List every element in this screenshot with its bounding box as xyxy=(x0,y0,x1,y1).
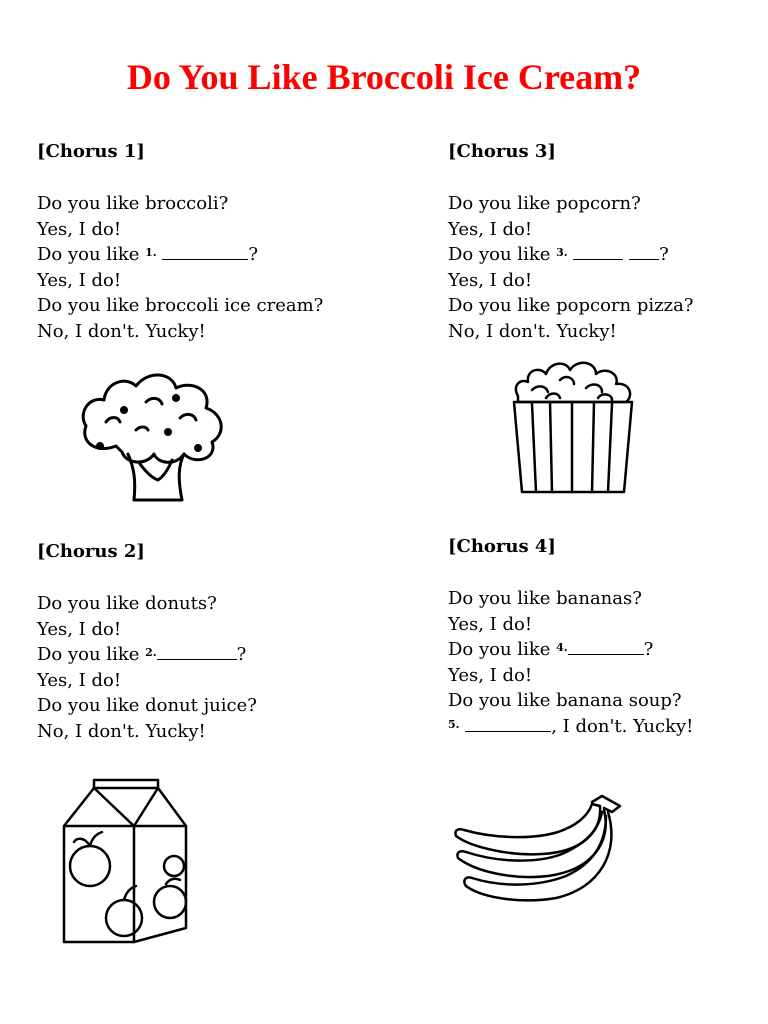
chorus-1-line-3 xyxy=(37,242,367,268)
chorus-2-line-5: Do you like donut juice? xyxy=(37,695,257,716)
chorus-2-line-2: Yes, I do! xyxy=(37,618,122,640)
chorus-2-line-4: Yes, I do! xyxy=(37,669,122,691)
chorus-3 xyxy=(448,139,768,344)
chorus-2-heading: [Chorus 2] xyxy=(37,541,145,562)
answer-blank-2[interactable] xyxy=(157,642,237,660)
chorus-3-line-3-end: ? xyxy=(659,244,669,265)
chorus-1 xyxy=(37,139,367,344)
answer-blank-3b[interactable] xyxy=(629,242,659,260)
chorus-1-line-1: Do you like broccoli? xyxy=(37,193,229,214)
answer-blank-3a[interactable] xyxy=(573,242,623,260)
chorus-2-line-3 xyxy=(37,642,367,668)
juice-carton-icon xyxy=(60,778,192,948)
chorus-4-line-4: Yes, I do! xyxy=(448,664,533,686)
chorus-1-line-2: Yes, I do! xyxy=(37,218,122,240)
answer-blank-4[interactable] xyxy=(568,637,644,655)
chorus-4-line-5: Do you like banana soup? xyxy=(448,690,682,711)
chorus-3-line-3-text: Do you like xyxy=(448,244,557,265)
chorus-4-line-2: Yes, I do! xyxy=(448,613,533,635)
chorus-4-heading: [Chorus 4] xyxy=(448,536,556,557)
chorus-3-line-1: Do you like popcorn? xyxy=(448,193,641,214)
blank-number-1: 1. xyxy=(145,246,157,259)
chorus-4 xyxy=(448,534,768,739)
chorus-1-line-3-text: Do you like xyxy=(37,244,146,265)
chorus-4-line-3-end: ? xyxy=(643,639,654,660)
chorus-2 xyxy=(37,539,367,744)
chorus-1-line-5: Do you like broccoli ice cream? xyxy=(37,295,324,316)
chorus-4-line-6 xyxy=(448,714,768,740)
chorus-3-line-2: Yes, I do! xyxy=(448,218,533,240)
chorus-3-line-6: No, I don't. Yucky! xyxy=(448,320,617,342)
chorus-2-line-1: Do you like donuts? xyxy=(37,593,217,614)
chorus-2-line-6: No, I don't. Yucky! xyxy=(37,720,206,742)
chorus-4-line-6-end: , I don't. Yucky! xyxy=(551,715,694,737)
answer-blank-5[interactable] xyxy=(465,714,551,732)
chorus-1-line-3-end: ? xyxy=(248,244,258,265)
answer-blank-1[interactable] xyxy=(162,242,248,260)
blank-number-2: 2. xyxy=(145,646,157,659)
chorus-2-line-3-text: Do you like xyxy=(37,644,146,665)
chorus-1-line-6: No, I don't. Yucky! xyxy=(37,320,206,342)
chorus-2-line-3-end: ? xyxy=(236,644,247,665)
chorus-3-line-3 xyxy=(448,242,768,268)
broccoli-icon xyxy=(76,368,232,512)
bananas-icon xyxy=(452,792,622,904)
page-title: Do You Like Broccoli Ice Cream? xyxy=(126,57,642,97)
blank-number-5: 5. xyxy=(448,717,460,731)
chorus-1-heading: [Chorus 1] xyxy=(37,141,145,162)
chorus-4-line-3 xyxy=(448,637,768,663)
chorus-4-line-3-text: Do you like xyxy=(448,639,557,660)
chorus-3-line-5: Do you like popcorn pizza? xyxy=(448,295,694,316)
chorus-3-line-4: Yes, I do! xyxy=(448,269,533,291)
chorus-3-heading: [Chorus 3] xyxy=(448,141,556,162)
blank-number-4: 4. xyxy=(556,641,568,654)
blank-number-3: 3. xyxy=(556,246,568,259)
chorus-1-line-4: Yes, I do! xyxy=(37,269,122,291)
popcorn-icon xyxy=(508,352,638,498)
chorus-4-line-1: Do you like bananas? xyxy=(448,588,642,609)
